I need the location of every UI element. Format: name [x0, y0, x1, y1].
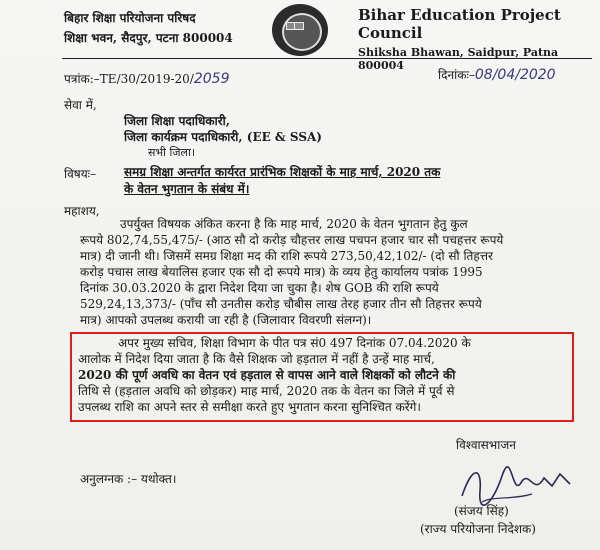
paragraph-line: मात्र) आपको उपलब्ध करायी जा रही है (जिलावार विवरणी संलग्न)। [80, 313, 372, 327]
org-address-hindi: शिक्षा भवन, सैदपुर, पटना 800004 [64, 31, 233, 45]
org-address-english: Shiksha Bhawan, Saidpur, Patna 800004 [358, 46, 559, 72]
org-name-hindi: बिहार शिक्षा परियोजना परिषद [64, 11, 196, 25]
recipient-line: जिला कार्यक्रम पदाधिकारी, (EE & SSA) [124, 130, 322, 144]
subject-line: के वेतन भुगतान के संबंध में। [124, 182, 250, 196]
date-handwritten: 08/04/2020 [474, 67, 556, 83]
paragraph-line: आलोक में निदेश दिया जाता है कि वैसे शिक्षक जो हड़ताल में नहीं है उन्हें माह मार्च, [78, 352, 435, 366]
header-divider [62, 58, 592, 59]
paragraph-line: मात्र) दी जानी थी। जिसमें समग्र शिक्षा मद की राशि रूपये 273,50,42,102/- (दो सौ तिहत्तर [80, 249, 493, 263]
paragraph-line: उपलब्ध राशि का अपने स्तर से समीक्षा करते हुए भुगतान करना सुनिश्चित करेंगे। [78, 400, 421, 414]
paragraph-line: तिथि से (हड़ताल अवधि को छोड़कर) माह मार्च, 2020 तक के वेतन का जिले में पूर्व से [78, 384, 455, 398]
header-hindi [64, 8, 233, 48]
salutation: महाशय, [64, 204, 100, 218]
letter-number [64, 70, 229, 87]
paragraph-1 [80, 216, 578, 328]
header-english [358, 6, 600, 72]
paragraph-line: अपर मुख्य सचिव, शिक्षा विभाग के पीत पत्र सं0 497 दिनांक 07.04.2020 के [118, 336, 471, 350]
date-label: दिनांकः– [438, 68, 475, 82]
paragraph-line: उपर्युक्त विषयक अंकित करना है कि माह मार्च, 2020 के वेतन भुगतान हेतु कुल [120, 217, 468, 231]
signatory-title: (राज्य परियोजना निदेशक) [420, 522, 536, 536]
paragraph-line: 2020 की पूर्ण अवधि का वेतन एवं हड़ताल से वापस आने वाले शिक्षकों को लौटने की [78, 368, 456, 382]
emblem-logo-icon [272, 4, 328, 56]
paragraph-line: 529,24,13,373/- (पाँच सौ उनतीस करोड़ चौबीस लाख तेरह हजार तीन सौ तिहत्तर रूपये [80, 297, 482, 311]
paragraph-2 [78, 335, 572, 415]
org-name-english: Bihar Education Project Council [358, 6, 561, 42]
paragraph-line: करोड़ पचास लाख बेयालिस हजार एक सौ दो रूपये मात्र) के व्यय हेतु कार्यालय पत्रांक 1995 [80, 265, 483, 279]
enclosure: अनुलग्नक :– यथोक्त। [80, 472, 177, 486]
recipient-line: जिला शिक्षा पदाधिकारी, [124, 114, 230, 128]
letter-date [438, 66, 556, 83]
signatory-name: (संजय सिंह) [454, 504, 509, 518]
to-label: सेवा में, [64, 98, 97, 112]
paragraph-line: रूपये 802,74,55,475/- (आठ सौ दो करोड़ चौहत्तर लाख पचपन हजार चार सौ पचहत्तर रूपये [80, 233, 504, 247]
letter-number-handwritten: 2059 [193, 71, 230, 87]
subject-line: समग्र शिक्षा अन्तर्गत कार्यरत प्रारंभिक शिक्षकों के माह मार्च, 2020 तक [124, 165, 441, 179]
paragraph-line: दिनांक 30.03.2020 के द्वारा निदेश दिया जा चुका है। शेष GOB की राशि रूपये [80, 281, 439, 295]
recipient-line: सभी जिला। [148, 146, 196, 159]
signoff: विश्वासभाजन [456, 438, 516, 452]
subject-label: विषयः– [64, 167, 97, 181]
letter-number-label: पत्रांक:–TE/30/2019-20/ [64, 72, 194, 86]
